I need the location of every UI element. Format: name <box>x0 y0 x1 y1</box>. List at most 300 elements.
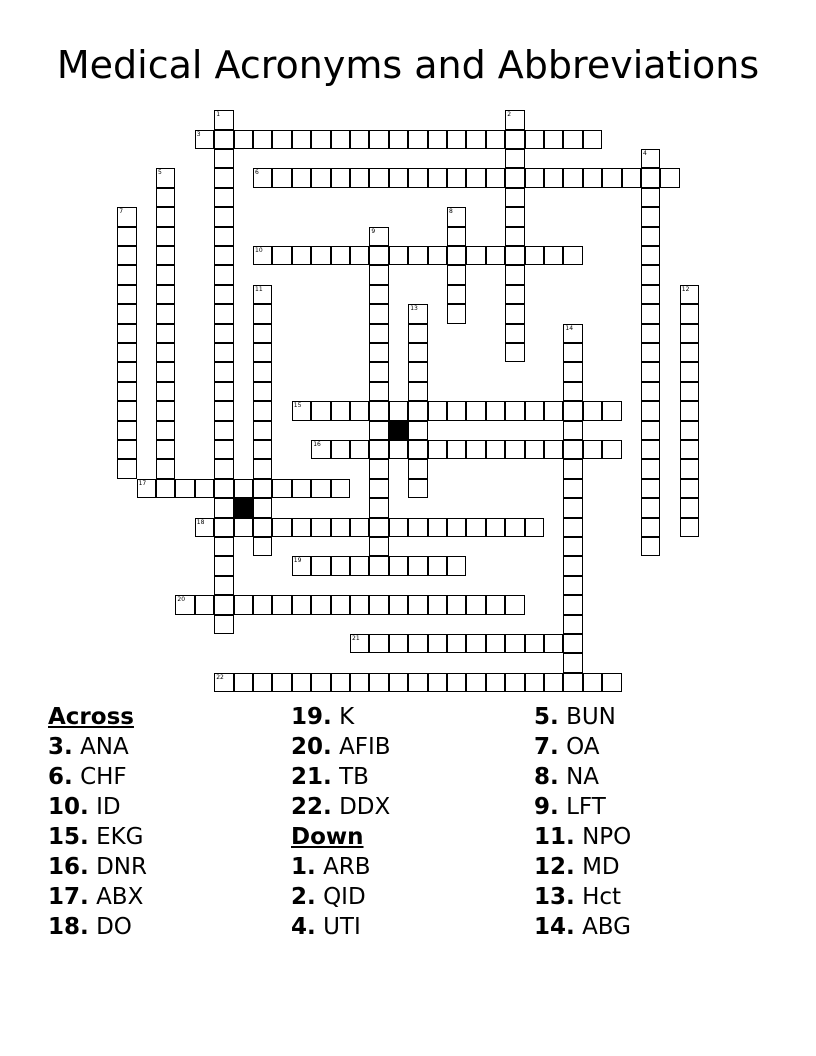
grid-cell[interactable] <box>369 673 388 692</box>
grid-cell[interactable] <box>680 362 699 381</box>
grid-cell[interactable] <box>563 459 582 478</box>
grid-cell[interactable] <box>253 343 272 362</box>
grid-cell[interactable] <box>253 498 272 517</box>
grid-cell[interactable] <box>641 479 660 498</box>
grid-cell[interactable] <box>389 246 408 265</box>
grid-cell[interactable] <box>311 518 330 537</box>
grid-cell[interactable] <box>234 479 253 498</box>
grid-cell[interactable] <box>505 207 524 226</box>
grid-cell[interactable] <box>408 459 427 478</box>
grid-cell[interactable] <box>214 188 233 207</box>
grid-cell[interactable] <box>272 673 291 692</box>
grid-cell[interactable] <box>214 246 233 265</box>
grid-cell[interactable] <box>117 265 136 284</box>
grid-cell[interactable] <box>641 343 660 362</box>
grid-cell[interactable] <box>680 518 699 537</box>
grid-cell[interactable] <box>311 130 330 149</box>
grid-cell[interactable] <box>253 130 272 149</box>
grid-cell[interactable] <box>253 595 272 614</box>
grid-cell[interactable] <box>680 401 699 420</box>
grid-cell[interactable] <box>408 324 427 343</box>
grid-cell[interactable] <box>447 440 466 459</box>
grid-cell[interactable] <box>156 304 175 323</box>
grid-cell[interactable] <box>253 362 272 381</box>
grid-cell[interactable] <box>641 149 660 168</box>
grid-cell[interactable] <box>214 673 233 692</box>
grid-cell[interactable] <box>253 168 272 187</box>
grid-cell[interactable] <box>272 518 291 537</box>
grid-cell[interactable] <box>486 673 505 692</box>
grid-cell[interactable] <box>253 440 272 459</box>
grid-cell[interactable] <box>505 401 524 420</box>
grid-cell[interactable] <box>214 537 233 556</box>
grid-cell[interactable] <box>563 634 582 653</box>
grid-cell[interactable] <box>292 130 311 149</box>
grid-cell[interactable] <box>272 595 291 614</box>
grid-cell[interactable] <box>117 304 136 323</box>
grid-cell[interactable] <box>408 246 427 265</box>
grid-cell[interactable] <box>214 615 233 634</box>
grid-cell[interactable] <box>447 595 466 614</box>
grid-cell[interactable] <box>389 130 408 149</box>
grid-cell[interactable] <box>486 595 505 614</box>
grid-cell[interactable] <box>117 227 136 246</box>
grid-cell[interactable] <box>369 130 388 149</box>
grid-cell[interactable] <box>525 673 544 692</box>
grid-cell[interactable] <box>292 556 311 575</box>
grid-cell[interactable] <box>428 518 447 537</box>
grid-cell[interactable] <box>447 207 466 226</box>
grid-cell[interactable] <box>408 595 427 614</box>
grid-cell[interactable] <box>486 130 505 149</box>
grid-cell[interactable] <box>369 362 388 381</box>
grid-cell[interactable] <box>525 168 544 187</box>
grid-cell[interactable] <box>544 673 563 692</box>
grid-cell[interactable] <box>369 459 388 478</box>
grid-cell[interactable] <box>583 401 602 420</box>
grid-cell[interactable] <box>156 285 175 304</box>
grid-cell[interactable] <box>505 149 524 168</box>
grid-cell[interactable] <box>369 518 388 537</box>
grid-cell[interactable] <box>175 595 194 614</box>
grid-cell[interactable] <box>195 518 214 537</box>
grid-cell[interactable] <box>292 673 311 692</box>
grid-cell[interactable] <box>350 673 369 692</box>
grid-cell[interactable] <box>389 518 408 537</box>
grid-cell[interactable] <box>505 324 524 343</box>
grid-cell[interactable] <box>117 421 136 440</box>
grid-cell[interactable] <box>447 265 466 284</box>
grid-cell[interactable] <box>311 673 330 692</box>
grid-cell[interactable] <box>156 324 175 343</box>
grid-cell[interactable] <box>350 401 369 420</box>
grid-cell[interactable] <box>253 324 272 343</box>
grid-cell[interactable] <box>369 537 388 556</box>
grid-cell[interactable] <box>214 382 233 401</box>
grid-cell[interactable] <box>447 401 466 420</box>
grid-cell[interactable] <box>214 343 233 362</box>
grid-cell[interactable] <box>272 130 291 149</box>
grid-cell[interactable] <box>660 168 679 187</box>
grid-cell[interactable] <box>563 595 582 614</box>
grid-cell[interactable] <box>389 556 408 575</box>
grid-cell[interactable] <box>466 440 485 459</box>
grid-cell[interactable] <box>428 634 447 653</box>
grid-cell[interactable] <box>428 401 447 420</box>
grid-cell[interactable] <box>466 518 485 537</box>
grid-cell[interactable] <box>563 343 582 362</box>
grid-cell[interactable] <box>486 634 505 653</box>
grid-cell[interactable] <box>214 498 233 517</box>
grid-cell[interactable] <box>389 401 408 420</box>
grid-cell[interactable] <box>311 246 330 265</box>
grid-cell[interactable] <box>331 479 350 498</box>
grid-cell[interactable] <box>214 304 233 323</box>
grid-cell[interactable] <box>447 285 466 304</box>
grid-cell[interactable] <box>117 459 136 478</box>
grid-cell[interactable] <box>369 227 388 246</box>
grid-cell[interactable] <box>369 285 388 304</box>
grid-cell[interactable] <box>563 401 582 420</box>
grid-cell[interactable] <box>214 227 233 246</box>
grid-cell[interactable] <box>602 401 621 420</box>
grid-cell[interactable] <box>486 518 505 537</box>
grid-cell[interactable] <box>428 673 447 692</box>
grid-cell[interactable] <box>253 421 272 440</box>
grid-cell[interactable] <box>156 265 175 284</box>
grid-cell[interactable] <box>563 246 582 265</box>
grid-cell[interactable] <box>369 440 388 459</box>
grid-cell[interactable] <box>641 401 660 420</box>
grid-cell[interactable] <box>466 673 485 692</box>
grid-cell[interactable] <box>369 479 388 498</box>
grid-cell[interactable] <box>505 304 524 323</box>
grid-cell[interactable] <box>505 595 524 614</box>
grid-cell[interactable] <box>563 168 582 187</box>
grid-cell[interactable] <box>214 207 233 226</box>
grid-cell[interactable] <box>602 168 621 187</box>
grid-cell[interactable] <box>563 556 582 575</box>
grid-cell[interactable] <box>466 401 485 420</box>
grid-cell[interactable] <box>505 227 524 246</box>
grid-cell[interactable] <box>331 556 350 575</box>
grid-cell[interactable] <box>408 130 427 149</box>
grid-cell[interactable] <box>214 518 233 537</box>
grid-cell[interactable] <box>234 673 253 692</box>
grid-cell[interactable] <box>641 498 660 517</box>
grid-cell[interactable] <box>117 362 136 381</box>
grid-cell[interactable] <box>369 246 388 265</box>
grid-cell[interactable] <box>369 343 388 362</box>
grid-cell[interactable] <box>505 246 524 265</box>
grid-cell[interactable] <box>641 382 660 401</box>
grid-cell[interactable] <box>369 304 388 323</box>
grid-cell[interactable] <box>156 207 175 226</box>
grid-cell[interactable] <box>563 440 582 459</box>
grid-cell[interactable] <box>369 382 388 401</box>
grid-cell[interactable] <box>195 130 214 149</box>
grid-cell[interactable] <box>389 440 408 459</box>
grid-cell[interactable] <box>408 304 427 323</box>
grid-cell[interactable] <box>369 421 388 440</box>
grid-cell[interactable] <box>156 168 175 187</box>
grid-cell[interactable] <box>641 188 660 207</box>
grid-cell[interactable] <box>156 382 175 401</box>
grid-cell[interactable] <box>195 479 214 498</box>
grid-cell[interactable] <box>544 440 563 459</box>
grid-cell[interactable] <box>311 401 330 420</box>
grid-cell[interactable] <box>428 168 447 187</box>
grid-cell[interactable] <box>350 634 369 653</box>
grid-cell[interactable] <box>583 130 602 149</box>
grid-cell[interactable] <box>563 362 582 381</box>
grid-cell[interactable] <box>505 188 524 207</box>
grid-cell[interactable] <box>408 634 427 653</box>
grid-cell[interactable] <box>331 246 350 265</box>
grid-cell[interactable] <box>408 673 427 692</box>
grid-cell[interactable] <box>408 479 427 498</box>
grid-cell[interactable] <box>214 324 233 343</box>
grid-cell[interactable] <box>156 227 175 246</box>
grid-cell[interactable] <box>214 421 233 440</box>
grid-cell[interactable] <box>505 265 524 284</box>
grid-cell[interactable] <box>680 382 699 401</box>
grid-cell[interactable] <box>622 168 641 187</box>
grid-cell[interactable] <box>408 556 427 575</box>
grid-cell[interactable] <box>117 343 136 362</box>
grid-cell[interactable] <box>641 246 660 265</box>
grid-cell[interactable] <box>156 362 175 381</box>
grid-cell[interactable] <box>369 401 388 420</box>
grid-cell[interactable] <box>680 421 699 440</box>
grid-cell[interactable] <box>408 168 427 187</box>
grid-cell[interactable] <box>466 130 485 149</box>
grid-cell[interactable] <box>350 595 369 614</box>
grid-cell[interactable] <box>525 401 544 420</box>
grid-cell[interactable] <box>156 343 175 362</box>
grid-cell[interactable] <box>505 518 524 537</box>
grid-cell[interactable] <box>214 556 233 575</box>
grid-cell[interactable] <box>156 246 175 265</box>
grid-cell[interactable] <box>602 440 621 459</box>
grid-cell[interactable] <box>253 537 272 556</box>
grid-cell[interactable] <box>234 518 253 537</box>
grid-cell[interactable] <box>214 440 233 459</box>
grid-cell[interactable] <box>447 227 466 246</box>
grid-cell[interactable] <box>156 421 175 440</box>
grid-cell[interactable] <box>447 634 466 653</box>
grid-cell[interactable] <box>525 130 544 149</box>
grid-cell[interactable] <box>680 459 699 478</box>
grid-cell[interactable] <box>214 362 233 381</box>
grid-cell[interactable] <box>563 537 582 556</box>
grid-cell[interactable] <box>641 537 660 556</box>
grid-cell[interactable] <box>486 401 505 420</box>
grid-cell[interactable] <box>117 246 136 265</box>
grid-cell[interactable] <box>292 246 311 265</box>
grid-cell[interactable] <box>525 246 544 265</box>
grid-cell[interactable] <box>214 459 233 478</box>
grid-cell[interactable] <box>214 168 233 187</box>
grid-cell[interactable] <box>486 440 505 459</box>
grid-cell[interactable] <box>428 130 447 149</box>
grid-cell[interactable] <box>214 401 233 420</box>
grid-cell[interactable] <box>117 285 136 304</box>
grid-cell[interactable] <box>311 168 330 187</box>
grid-cell[interactable] <box>563 324 582 343</box>
grid-cell[interactable] <box>428 246 447 265</box>
grid-cell[interactable] <box>117 440 136 459</box>
grid-cell[interactable] <box>525 440 544 459</box>
grid-cell[interactable] <box>272 246 291 265</box>
grid-cell[interactable] <box>563 518 582 537</box>
grid-cell[interactable] <box>214 265 233 284</box>
grid-cell[interactable] <box>292 401 311 420</box>
grid-cell[interactable] <box>544 634 563 653</box>
grid-cell[interactable] <box>408 421 427 440</box>
grid-cell[interactable] <box>272 479 291 498</box>
grid-cell[interactable] <box>156 401 175 420</box>
grid-cell[interactable] <box>214 110 233 129</box>
grid-cell[interactable] <box>447 556 466 575</box>
grid-cell[interactable] <box>563 498 582 517</box>
grid-cell[interactable] <box>350 130 369 149</box>
grid-cell[interactable] <box>331 401 350 420</box>
grid-cell[interactable] <box>137 479 156 498</box>
grid-cell[interactable] <box>253 673 272 692</box>
grid-cell[interactable] <box>641 265 660 284</box>
grid-cell[interactable] <box>544 401 563 420</box>
grid-cell[interactable] <box>272 168 291 187</box>
grid-cell[interactable] <box>156 188 175 207</box>
grid-cell[interactable] <box>602 673 621 692</box>
grid-cell[interactable] <box>331 440 350 459</box>
grid-cell[interactable] <box>369 265 388 284</box>
grid-cell[interactable] <box>563 615 582 634</box>
grid-cell[interactable] <box>214 576 233 595</box>
grid-cell[interactable] <box>331 673 350 692</box>
grid-cell[interactable] <box>447 168 466 187</box>
grid-cell[interactable] <box>253 518 272 537</box>
grid-cell[interactable] <box>447 304 466 323</box>
grid-cell[interactable] <box>563 479 582 498</box>
grid-cell[interactable] <box>563 673 582 692</box>
grid-cell[interactable] <box>466 595 485 614</box>
grid-cell[interactable] <box>350 556 369 575</box>
grid-cell[interactable] <box>408 440 427 459</box>
grid-cell[interactable] <box>641 324 660 343</box>
grid-cell[interactable] <box>214 595 233 614</box>
grid-cell[interactable] <box>583 168 602 187</box>
grid-cell[interactable] <box>466 634 485 653</box>
grid-cell[interactable] <box>680 498 699 517</box>
grid-cell[interactable] <box>253 285 272 304</box>
grid-cell[interactable] <box>214 130 233 149</box>
grid-cell[interactable] <box>389 595 408 614</box>
grid-cell[interactable] <box>505 440 524 459</box>
grid-cell[interactable] <box>369 324 388 343</box>
grid-cell[interactable] <box>350 518 369 537</box>
grid-cell[interactable] <box>428 440 447 459</box>
grid-cell[interactable] <box>466 168 485 187</box>
grid-cell[interactable] <box>175 479 194 498</box>
grid-cell[interactable] <box>641 421 660 440</box>
grid-cell[interactable] <box>680 479 699 498</box>
grid-cell[interactable] <box>563 653 582 672</box>
grid-cell[interactable] <box>641 459 660 478</box>
grid-cell[interactable] <box>447 130 466 149</box>
grid-cell[interactable] <box>505 285 524 304</box>
grid-cell[interactable] <box>408 382 427 401</box>
grid-cell[interactable] <box>680 285 699 304</box>
grid-cell[interactable] <box>641 362 660 381</box>
grid-cell[interactable] <box>292 595 311 614</box>
grid-cell[interactable] <box>505 130 524 149</box>
grid-cell[interactable] <box>311 479 330 498</box>
grid-cell[interactable] <box>525 518 544 537</box>
grid-cell[interactable] <box>544 168 563 187</box>
grid-cell[interactable] <box>117 324 136 343</box>
grid-cell[interactable] <box>117 207 136 226</box>
grid-cell[interactable] <box>389 673 408 692</box>
grid-cell[interactable] <box>311 556 330 575</box>
grid-cell[interactable] <box>156 479 175 498</box>
grid-cell[interactable] <box>195 595 214 614</box>
grid-cell[interactable] <box>369 168 388 187</box>
grid-cell[interactable] <box>505 673 524 692</box>
grid-cell[interactable] <box>680 324 699 343</box>
grid-cell[interactable] <box>389 168 408 187</box>
grid-cell[interactable] <box>292 168 311 187</box>
grid-cell[interactable] <box>311 440 330 459</box>
grid-cell[interactable] <box>253 479 272 498</box>
grid-cell[interactable] <box>486 168 505 187</box>
grid-cell[interactable] <box>253 304 272 323</box>
grid-cell[interactable] <box>641 207 660 226</box>
grid-cell[interactable] <box>544 130 563 149</box>
grid-cell[interactable] <box>117 401 136 420</box>
grid-cell[interactable] <box>408 362 427 381</box>
grid-cell[interactable] <box>389 634 408 653</box>
grid-cell[interactable] <box>563 576 582 595</box>
grid-cell[interactable] <box>234 130 253 149</box>
grid-cell[interactable] <box>292 479 311 498</box>
grid-cell[interactable] <box>641 518 660 537</box>
grid-cell[interactable] <box>466 246 485 265</box>
grid-cell[interactable] <box>641 168 660 187</box>
grid-cell[interactable] <box>350 168 369 187</box>
grid-cell[interactable] <box>408 518 427 537</box>
grid-cell[interactable] <box>292 518 311 537</box>
grid-cell[interactable] <box>583 440 602 459</box>
grid-cell[interactable] <box>253 246 272 265</box>
grid-cell[interactable] <box>331 168 350 187</box>
grid-cell[interactable] <box>253 401 272 420</box>
grid-cell[interactable] <box>447 518 466 537</box>
grid-cell[interactable] <box>311 595 330 614</box>
grid-cell[interactable] <box>214 285 233 304</box>
grid-cell[interactable] <box>156 459 175 478</box>
grid-cell[interactable] <box>680 304 699 323</box>
grid-cell[interactable] <box>563 130 582 149</box>
grid-cell[interactable] <box>214 149 233 168</box>
grid-cell[interactable] <box>156 440 175 459</box>
grid-cell[interactable] <box>369 595 388 614</box>
grid-cell[interactable] <box>331 595 350 614</box>
grid-cell[interactable] <box>641 304 660 323</box>
grid-cell[interactable] <box>350 246 369 265</box>
grid-cell[interactable] <box>505 168 524 187</box>
